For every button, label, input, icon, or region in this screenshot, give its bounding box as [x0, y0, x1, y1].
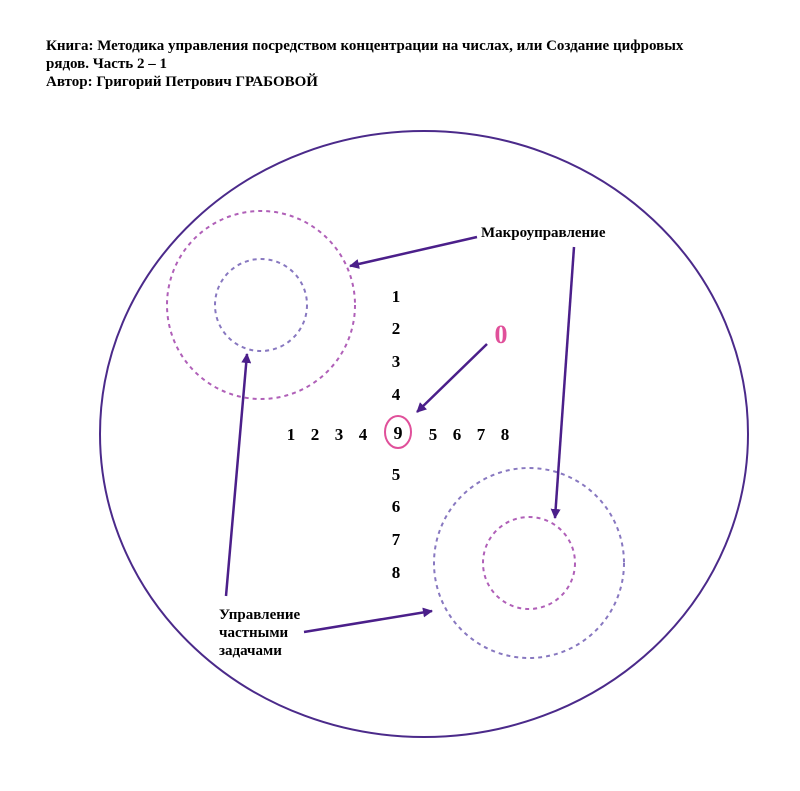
- center-number: 9: [393, 423, 403, 443]
- horizontal-number: 2: [310, 425, 320, 444]
- vertical-number: 3: [391, 352, 401, 371]
- top-left-inner-dashed-circle: [215, 259, 307, 351]
- zero-to-nine-arrow: [417, 344, 487, 412]
- vertical-number: 2: [391, 319, 401, 338]
- horizontal-number: 1: [286, 425, 296, 444]
- horizontal-number: 4: [358, 425, 368, 444]
- outer-circle: [100, 131, 748, 737]
- vertical-number: 1: [391, 287, 401, 306]
- vertical-number: 5: [391, 465, 401, 484]
- vertical-number: 8: [391, 563, 401, 582]
- book-title-line-2: рядов. Часть 2 – 1: [46, 56, 167, 72]
- horizontal-number: 8: [500, 425, 510, 444]
- horizontal-number: 7: [476, 425, 486, 444]
- book-title-line-1: Книга: Методика управления посредством концентрации на числах, или Создание цифровых: [46, 38, 684, 54]
- vertical-number: 6: [391, 497, 401, 516]
- vertical-number: 7: [391, 530, 401, 549]
- top-left-outer-dashed-circle: [167, 211, 355, 399]
- private-label-line: частными: [219, 625, 289, 641]
- bottom-right-outer-dashed-circle: [434, 468, 624, 658]
- bottom-right-inner-dashed-circle: [483, 517, 575, 609]
- horizontal-number: 6: [452, 425, 462, 444]
- macro-arrow-to-top-left: [350, 237, 477, 266]
- private-arrow-to-top-left: [226, 354, 247, 596]
- horizontal-number: 3: [334, 425, 344, 444]
- private-label-line: задачами: [219, 643, 282, 659]
- horizontal-number: 5: [428, 425, 438, 444]
- macro-label: Макроуправление: [481, 225, 606, 241]
- vertical-number: 4: [391, 385, 401, 404]
- private-label-line: Управление: [219, 607, 301, 623]
- private-arrow-to-bottom-right: [304, 611, 432, 632]
- author-line: Автор: Григорий Петрович ГРАБОВОЙ: [46, 74, 318, 90]
- zero-number: 0: [494, 320, 508, 349]
